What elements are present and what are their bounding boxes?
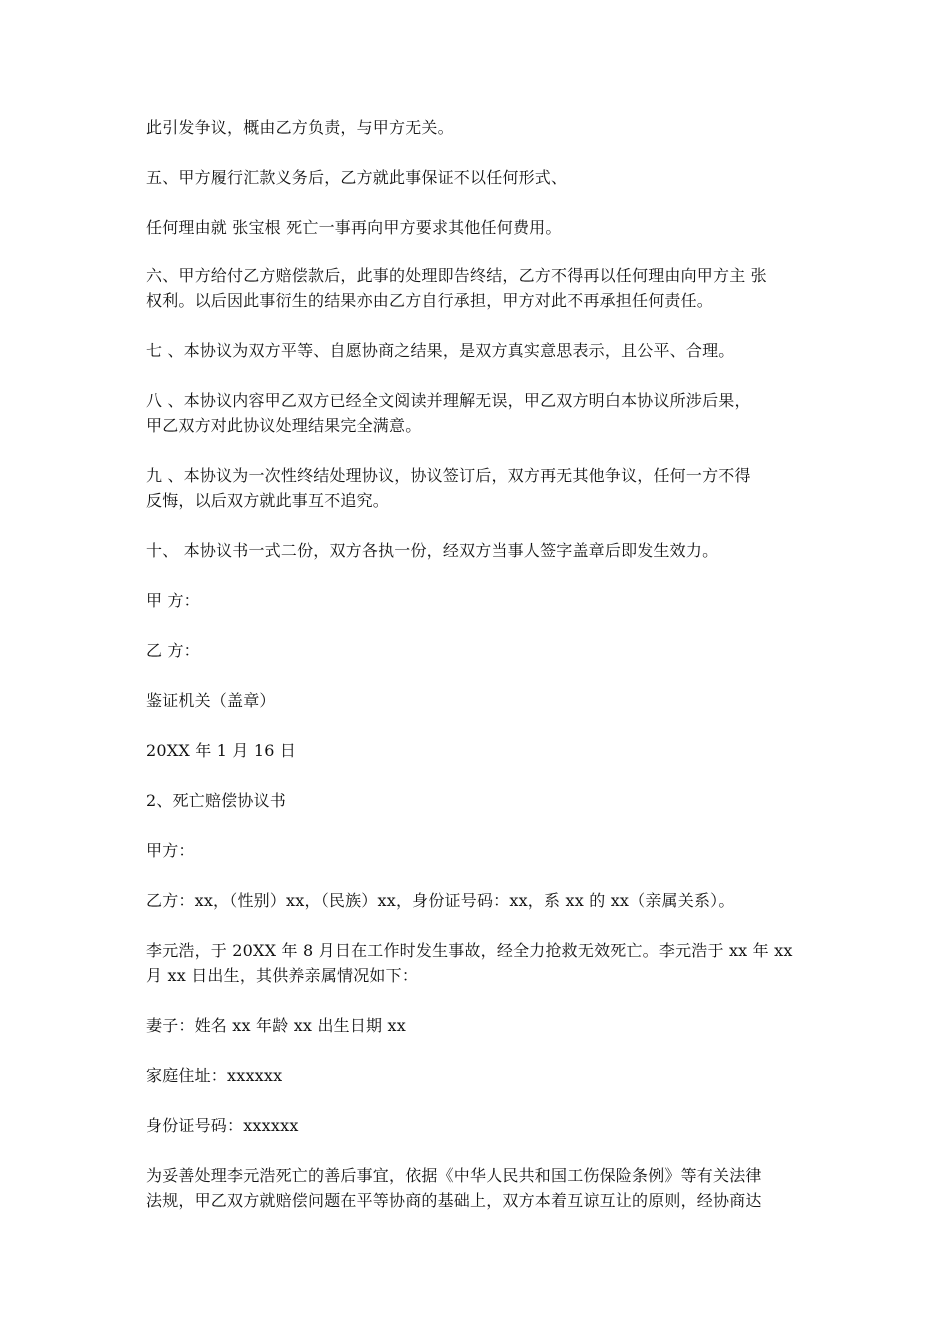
- signature-party-b: 乙 方：: [146, 641, 200, 660]
- text-line: 此引发争议，概由乙方负责，与甲方无关。: [146, 118, 454, 137]
- text-line: 甲乙双方对此协议处理结果完全满意。: [146, 416, 422, 435]
- text-line: 为妥善处理李元浩死亡的善后事宜，依据《中华人民共和国工伤保险条例》等有关法律: [146, 1166, 762, 1185]
- id-number: 身份证号码：xxxxxx: [146, 1116, 299, 1135]
- text-line: 八 、本协议内容甲乙双方已经全文阅读并理解无误，甲乙双方明白本协议所涉后果，: [146, 391, 751, 410]
- text-line: 权利。以后因此事衍生的结果亦由乙方自行承担，甲方对此不再承担任何责任。: [146, 291, 714, 310]
- party-b-info: 乙方：xx，（性别）xx，（民族）xx，身份证号码：xx，系 xx 的 xx（亲属关系）。: [146, 891, 735, 910]
- text-line: 李元浩，于 20XX 年 8 月日在工作时发生事故，经全力抢救无效死亡。李元浩于 xx 年 xx: [146, 941, 793, 960]
- text-line: 九 、本协议为一次性终结处理协议，协议签订后，双方再无其他争议，任何一方不得: [146, 466, 751, 485]
- text-line: 六、甲方给付乙方赔偿款后，此事的处理即告终结，乙方不得再以任何理由向甲方主 张: [146, 266, 767, 285]
- text-line: 反悔，以后双方就此事互不追究。: [146, 491, 390, 510]
- text-line: 五、甲方履行汇款义务后，乙方就此事保证不以任何形式、: [146, 168, 568, 187]
- spouse-info: 妻子：姓名 xx 年龄 xx 出生日期 xx: [146, 1016, 406, 1035]
- text-line: 任何理由就 张宝根 死亡一事再向甲方要求其他任何费用。: [146, 218, 562, 237]
- signature-party-a: 甲 方：: [146, 591, 200, 610]
- document-date: 20XX 年 1 月 16 日: [146, 741, 297, 760]
- party-a-label: 甲方：: [146, 841, 195, 860]
- text-line: 月 xx 日出生，其供养亲属情况如下：: [146, 966, 419, 985]
- text-line: 七 、本协议为双方平等、自愿协商之结果，是双方真实意思表示，且公平、合理。: [146, 341, 735, 360]
- text-line: 十、 本协议书一式二份，双方各执一份，经双方当事人签字盖章后即发生效力。: [146, 541, 719, 560]
- text-line: 法规，甲乙双方就赔偿问题在平等协商的基础上，双方本着互谅互让的原则，经协商达: [146, 1191, 762, 1210]
- section-heading: 2、死亡赔偿协议书: [146, 791, 286, 810]
- home-address: 家庭住址：xxxxxx: [146, 1066, 283, 1085]
- authentication-agency: 鉴证机关（盖章）: [146, 691, 276, 710]
